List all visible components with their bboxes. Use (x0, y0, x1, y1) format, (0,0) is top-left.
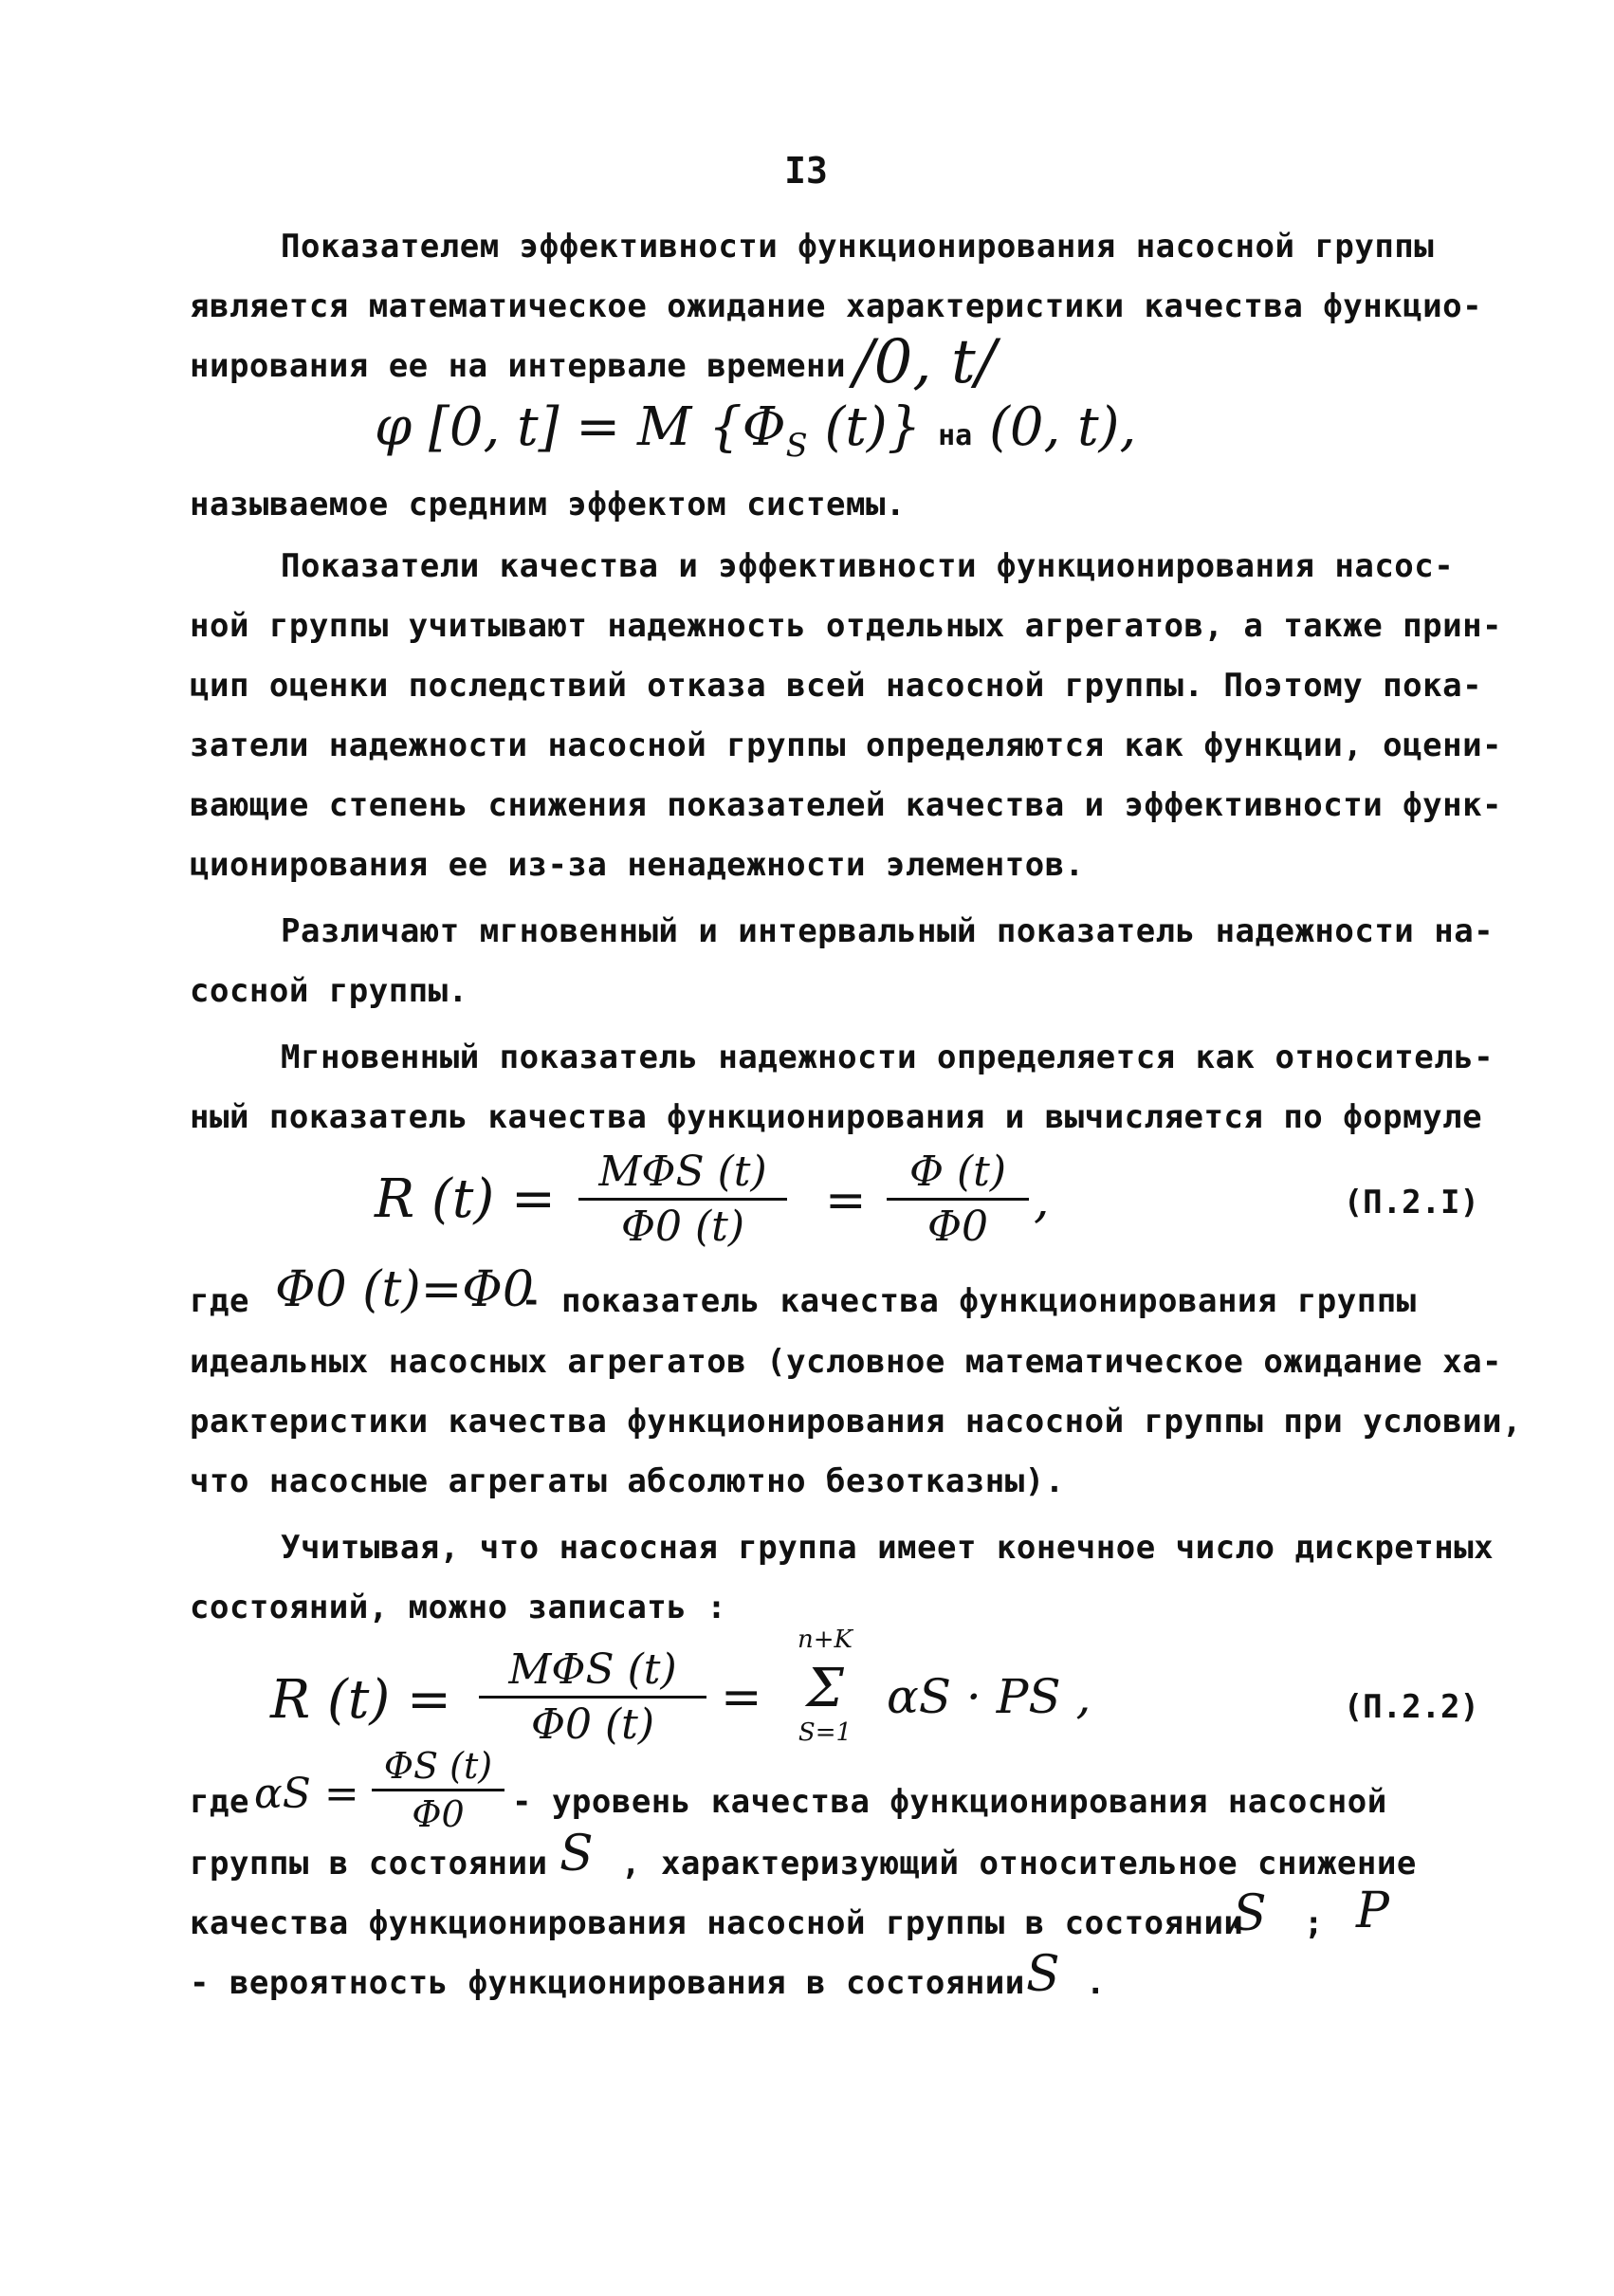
text-line-13: Мгновенный показатель надежности определяется как относитель- (281, 1038, 1495, 1076)
text-line-9: вающие степень снижения показателей качества и эффективности функ- (190, 786, 1503, 824)
text-line-24: - вероятность функционирования в состоянии (190, 1964, 1025, 2002)
phi-def-right: (t)} (807, 396, 922, 458)
phi-def-sub: S (785, 427, 808, 465)
text-line-1: Показателем эффективности функционирования насосной группы (281, 228, 1435, 266)
text-line-7: цип оценки последствий отказа всей насосной группы. Поэтому пока- (190, 667, 1483, 705)
text-line-17: рактеристики качества функционирования насосной группы при условии, (190, 1403, 1522, 1441)
eq1-fraction-bar-2 (887, 1198, 1029, 1201)
text-line-8: затели надежности насосной группы определяются как функции, оцени- (190, 726, 1503, 764)
alpha-denominator: Φ0 (412, 1793, 465, 1835)
text-line-6: ной группы учитывают надежность отдельных агрегатов, а также прин- (190, 607, 1503, 645)
phi0-definition: Φ0 (t)=Φ0 (275, 1261, 534, 1318)
phi-definition-formula (375, 396, 1136, 464)
final-dot: . (1086, 1964, 1106, 2002)
equation-number-2: (П.2.2) (1343, 1688, 1479, 1726)
equation-number-1: (П.2.I) (1343, 1184, 1479, 1221)
eq1-denominator-1: Φ0 (t) (620, 1203, 745, 1251)
eq1-fraction-1 (578, 1148, 787, 1251)
na-word: на (938, 419, 973, 452)
text-line-5: Показатели качества и эффективности функционирования насос- (281, 547, 1455, 585)
eq1-equals: = (825, 1172, 867, 1229)
text-line-14: ный показатель качества функционирования и вычисляется по формуле (190, 1098, 1483, 1136)
state-symbol-1: S (559, 1826, 594, 1883)
eq1-fraction-2 (887, 1148, 1029, 1251)
state-symbol-2: S (1233, 1885, 1267, 1942)
text-line-3: нирования ее на интервале времени (190, 347, 847, 385)
text-line-22-b: , характеризующий относительное снижение (621, 1845, 1417, 1883)
semicolon: ; (1304, 1904, 1324, 1942)
page-number: I3 (784, 150, 828, 192)
eq2-fraction (479, 1645, 706, 1749)
eq1-numerator-2: Φ (t) (908, 1148, 1007, 1196)
text-line-21-start: где (190, 1783, 249, 1821)
eq2-numerator: MΦS (t) (508, 1645, 677, 1694)
eq1-fraction-bar-1 (578, 1198, 787, 1201)
eq1-denominator-2: Φ0 (926, 1203, 989, 1251)
eq2-sum-upper: n+K (798, 1626, 853, 1654)
eq1-numerator-1: MΦS (t) (598, 1148, 767, 1196)
eq2-sum-lower: S=1 (798, 1718, 853, 1747)
eq2-denominator: Φ0 (t) (530, 1700, 655, 1749)
state-symbol-3: S (1026, 1946, 1060, 2003)
text-line-4: называемое средним эффектом системы. (190, 486, 906, 523)
probability-symbol: P (1356, 1883, 1389, 1939)
phi-def-left: φ [0, t] = M {Φ (375, 396, 786, 458)
eq2-term: αS · PS , (887, 1669, 1091, 1724)
alpha-fraction (372, 1745, 504, 1835)
eq2-sum-sign: Σ (806, 1658, 844, 1719)
text-line-16: идеальных насосных агрегатов (условное математическое ожидание ха- (190, 1343, 1503, 1381)
interval-formula: /0, t/ (853, 327, 997, 397)
alpha-numerator: ΦS (t) (383, 1745, 493, 1787)
text-line-18: что насосные агрегаты абсолютно безотказны). (190, 1462, 1065, 1500)
text-line-11: Различают мгновенный и интервальный показатель надежности на- (281, 912, 1495, 950)
eq2-fraction-bar (479, 1696, 706, 1699)
text-line-23: качества функционирования насосной группы в состоянии (190, 1904, 1244, 1942)
eq2-equals: = (721, 1669, 762, 1726)
text-line-20: состояний, можно записать : (190, 1589, 727, 1626)
text-line-12: сосной группы. (190, 972, 468, 1010)
eq2-lhs: R (t) = (270, 1669, 451, 1731)
phi-def-tail: (0, t), (989, 396, 1137, 458)
text-line-10: ционирования ее из-за ненадежности элементов. (190, 846, 1085, 884)
text-line-15-start: где (190, 1282, 249, 1320)
text-line-22-a: группы в состоянии (190, 1845, 548, 1883)
alpha-fraction-bar (372, 1789, 504, 1791)
text-line-19: Учитывая, что насосная группа имеет конечное число дискретных (281, 1529, 1495, 1567)
alpha-lhs: αS = (254, 1770, 359, 1818)
eq1-comma: , (1034, 1172, 1050, 1229)
text-line-21-end: - уровень качества функционирования насосной (512, 1783, 1387, 1821)
text-line-2: является математическое ожидание характеристики качества функцио- (190, 287, 1483, 325)
text-line-15-end: - показатель качества функционирования группы (522, 1282, 1417, 1320)
eq1-lhs: R (t) = (375, 1168, 556, 1230)
